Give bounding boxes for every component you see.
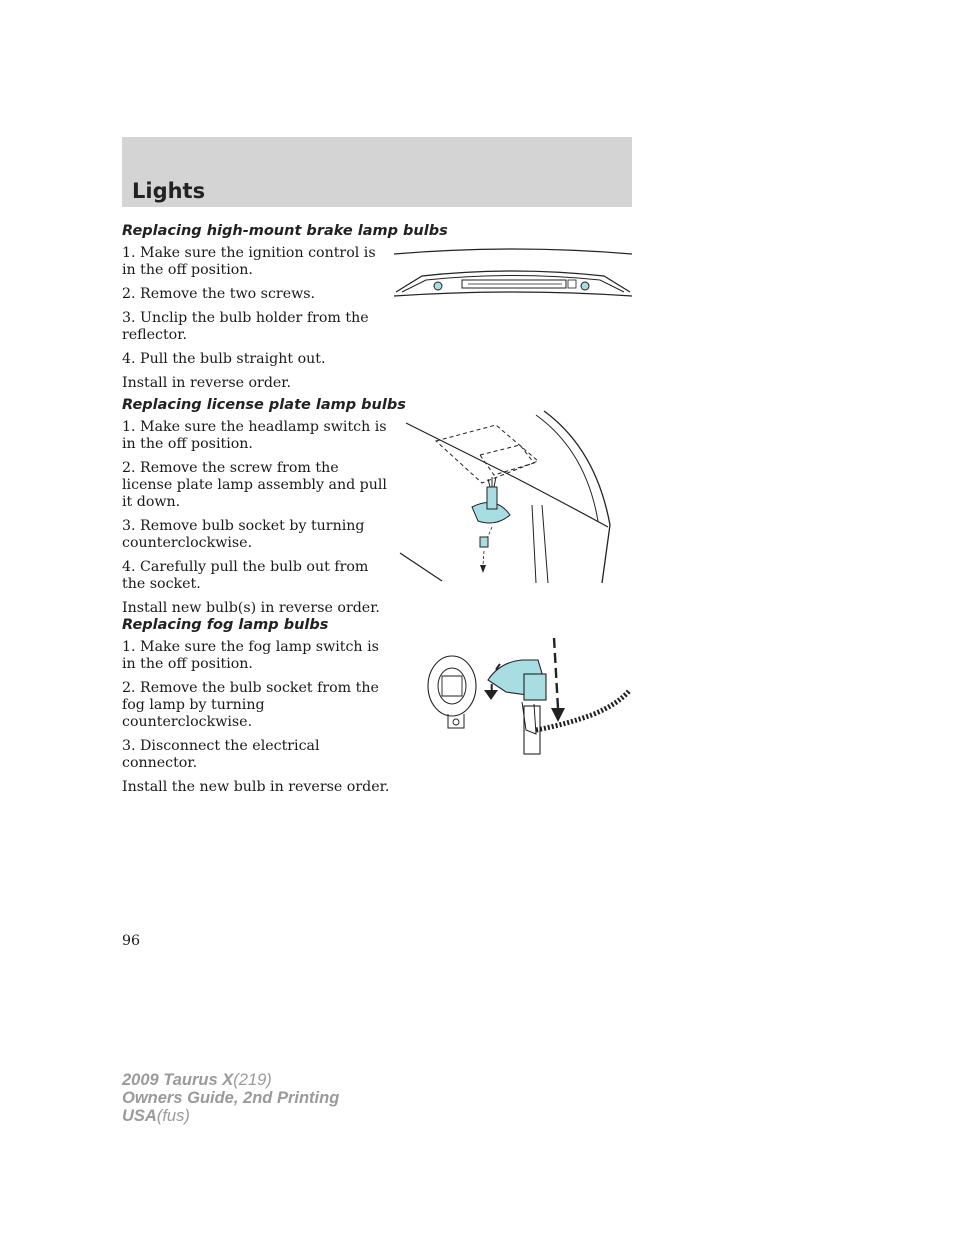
step-text: Install the new bulb in reverse order. [122, 779, 390, 795]
license-plate-lamp-illustration [396, 405, 616, 585]
high-mount-brake-lamp-illustration [392, 248, 634, 308]
section-fog-lamp [122, 617, 392, 803]
footer-line-2: Owners Guide, 2nd Printing [122, 1089, 340, 1107]
step-text: 1. Make sure the headlamp switch is in the off position. [122, 419, 387, 452]
section-high-mount-brake-lamp [122, 223, 448, 399]
step-text: 3. Unclip the bulb holder from the reflector. [122, 310, 369, 343]
step-text: Install new bulb(s) in reverse order. [122, 600, 380, 616]
step-text: 4. Carefully pull the bulb out from the socket. [122, 559, 369, 592]
page-number: 96 [122, 933, 141, 949]
section-license-plate-lamp [122, 397, 406, 624]
footer-market-code: (fus) [156, 1107, 190, 1125]
footer-line-3 [122, 1107, 339, 1125]
section-heading: Replacing high-mount brake lamp bulbs [122, 223, 448, 239]
step-text: 2. Remove the two screws. [122, 286, 316, 302]
step-text: 1. Make sure the ignition control is in the off position. [122, 245, 376, 278]
section-heading: Replacing license plate lamp bulbs [122, 397, 406, 413]
fog-lamp-illustration [418, 634, 636, 768]
footer-line-1 [122, 1071, 339, 1089]
step-text: 4. Pull the bulb straight out. [122, 351, 326, 367]
step-text: Install in reverse order. [122, 375, 292, 391]
footer-market: USA [122, 1107, 157, 1125]
step-text: 2. Remove the bulb socket from the fog lamp by turning counterclockwise. [122, 680, 379, 730]
step-text: 2. Remove the screw from the license plate lamp assembly and pull it down. [122, 460, 387, 510]
section-header-band [122, 137, 632, 207]
footer-model-code: (219) [233, 1071, 272, 1089]
section-heading: Replacing fog lamp bulbs [122, 617, 329, 633]
document-footer [122, 1071, 339, 1125]
section-title: Lights [132, 179, 206, 203]
step-text: 3. Disconnect the electrical connector. [122, 738, 320, 771]
step-text: 3. Remove bulb socket by turning counterclockwise. [122, 518, 365, 551]
footer-model: 2009 Taurus X [122, 1071, 234, 1089]
step-text: 1. Make sure the fog lamp switch is in the off position. [122, 639, 379, 672]
